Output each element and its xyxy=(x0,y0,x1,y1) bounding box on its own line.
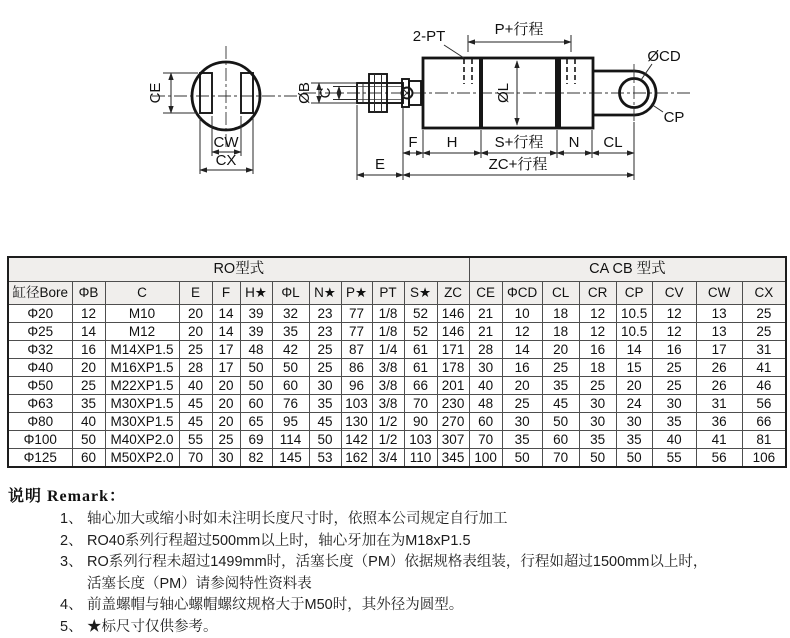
table-cell: 16 xyxy=(652,341,696,359)
table-cell: 77 xyxy=(341,323,372,341)
table-cell: 14 xyxy=(502,341,542,359)
table-cell: 41 xyxy=(696,431,742,449)
table-column-header: CX xyxy=(742,282,786,305)
table-column-header: CW xyxy=(696,282,742,305)
table-column-header: H★ xyxy=(240,282,272,305)
table-cell: M16XP1.5 xyxy=(105,359,179,377)
table-cell: 20 xyxy=(616,377,652,395)
table-cell: 35 xyxy=(72,395,105,413)
table-cell: 39 xyxy=(240,305,272,323)
table-cell: 18 xyxy=(542,323,579,341)
table-cell: 145 xyxy=(272,449,309,468)
table-cell: 3/4 xyxy=(372,449,404,468)
table-row xyxy=(8,431,786,449)
table-cell: 25 xyxy=(742,305,786,323)
table-cell: 35 xyxy=(616,431,652,449)
table-cell: 46 xyxy=(742,377,786,395)
table-column-header: ΦB xyxy=(72,282,105,305)
table-cell: 42 xyxy=(272,341,309,359)
table-row xyxy=(8,377,786,395)
table-cell: 56 xyxy=(696,449,742,468)
table-cell: 45 xyxy=(542,395,579,413)
table-cell: 50 xyxy=(272,359,309,377)
table-cell: 30 xyxy=(309,377,341,395)
table-cell: 86 xyxy=(341,359,372,377)
table-cell: 12 xyxy=(579,305,616,323)
remark-note xyxy=(60,552,784,574)
remark-heading: 说明 Remark： xyxy=(8,483,784,506)
table-cell: 14 xyxy=(72,323,105,341)
note-number xyxy=(60,574,87,596)
table-cell: Φ25 xyxy=(8,323,72,341)
table-cell: 13 xyxy=(696,305,742,323)
table-cell: 30 xyxy=(652,395,696,413)
table-cell: 17 xyxy=(212,341,240,359)
table-cell: 171 xyxy=(437,341,469,359)
dim-label-s-stroke: S+行程 xyxy=(495,134,544,151)
table-cell: 1/8 xyxy=(372,305,404,323)
table-group-header-row xyxy=(8,257,786,282)
table-cell: 23 xyxy=(309,305,341,323)
note-text: RO40系列行程超过500mm以上时，轴心牙加在为M18xP1.5 xyxy=(87,531,784,553)
note-number: 1、 xyxy=(60,509,87,531)
dim-label-cl: CL xyxy=(603,134,622,151)
remark-note-continuation xyxy=(60,574,784,596)
table-cell: 35 xyxy=(272,323,309,341)
table-cell: M22XP1.5 xyxy=(105,377,179,395)
table-cell: 1/8 xyxy=(372,323,404,341)
table-cell: 25 xyxy=(72,377,105,395)
table-cell: 50 xyxy=(240,359,272,377)
table-cell: 20 xyxy=(212,413,240,431)
table-row xyxy=(8,395,786,413)
table-cell: 35 xyxy=(579,431,616,449)
note-text: 轴心加大或缩小时如未注明长度尺寸时，依照本公司规定自行加工 xyxy=(87,509,784,531)
note-text: 活塞长度（PM）请参阅特性资料表 xyxy=(87,574,784,596)
table-cell: 307 xyxy=(437,431,469,449)
table-cell: 48 xyxy=(240,341,272,359)
side-view xyxy=(296,21,690,180)
table-cell: 20 xyxy=(542,341,579,359)
table-cell: 40 xyxy=(179,377,212,395)
dim-label-n: N xyxy=(569,134,580,151)
table-column-header: CL xyxy=(542,282,579,305)
table-cell: Φ32 xyxy=(8,341,72,359)
table-cell: 10.5 xyxy=(616,323,652,341)
note-number: 4、 xyxy=(60,595,87,617)
table-cell: 30 xyxy=(616,413,652,431)
table-cell: 10.5 xyxy=(616,305,652,323)
table-cell: 65 xyxy=(240,413,272,431)
table-cell: 56 xyxy=(742,395,786,413)
table-cell: 21 xyxy=(469,323,502,341)
table-cell: 15 xyxy=(616,359,652,377)
table-column-header: S★ xyxy=(404,282,437,305)
table-cell: 25 xyxy=(579,377,616,395)
table-cell: 40 xyxy=(72,413,105,431)
table-group-header: CA CB 型式 xyxy=(469,257,786,282)
table-cell: 70 xyxy=(404,395,437,413)
table-row xyxy=(8,323,786,341)
table-group-header: RO型式 xyxy=(8,257,469,282)
table-cell: 53 xyxy=(309,449,341,468)
dim-label-zc-stroke: ZC+行程 xyxy=(489,156,548,173)
table-cell: 178 xyxy=(437,359,469,377)
table-cell: 25 xyxy=(179,341,212,359)
table-cell: 103 xyxy=(341,395,372,413)
table-cell: 28 xyxy=(469,341,502,359)
table-cell: 30 xyxy=(212,449,240,468)
table-cell: 50 xyxy=(309,431,341,449)
table-cell: 39 xyxy=(240,323,272,341)
table-cell: 1/4 xyxy=(372,341,404,359)
table-column-header: PT xyxy=(372,282,404,305)
table-column-header: C xyxy=(105,282,179,305)
table-cell: 52 xyxy=(404,305,437,323)
table-row xyxy=(8,413,786,431)
table-row xyxy=(8,449,786,468)
note-text: 前盖螺帽与轴心螺帽螺纹规格大于M50时，其外径为圆型。 xyxy=(87,595,784,617)
table-cell: M30XP1.5 xyxy=(105,413,179,431)
note-number: 2、 xyxy=(60,531,87,553)
table-cell: 35 xyxy=(502,431,542,449)
dim-label-cx: CX xyxy=(216,152,237,169)
table-cell: 45 xyxy=(179,413,212,431)
table-cell: 55 xyxy=(179,431,212,449)
table-cell: 40 xyxy=(469,377,502,395)
table-cell: 103 xyxy=(404,431,437,449)
table-column-header: ΦCD xyxy=(502,282,542,305)
table-cell: 28 xyxy=(179,359,212,377)
table-cell: 14 xyxy=(212,305,240,323)
table-cell: 100 xyxy=(469,449,502,468)
remark-notes xyxy=(60,509,784,638)
table-cell: 345 xyxy=(437,449,469,468)
table-cell: M40XP2.0 xyxy=(105,431,179,449)
table-cell: 146 xyxy=(437,305,469,323)
table-cell: 10 xyxy=(502,305,542,323)
table-cell: 3/8 xyxy=(372,359,404,377)
table-cell: 23 xyxy=(309,323,341,341)
table-cell: 60 xyxy=(542,431,579,449)
table-cell: 110 xyxy=(404,449,437,468)
table-cell: 66 xyxy=(742,413,786,431)
table-cell: M14XP1.5 xyxy=(105,341,179,359)
table-column-header: ΦL xyxy=(272,282,309,305)
table-cell: M12 xyxy=(105,323,179,341)
table-cell: 30 xyxy=(469,359,502,377)
table-cell: Φ80 xyxy=(8,413,72,431)
table-cell: 17 xyxy=(212,359,240,377)
table-cell: 61 xyxy=(404,341,437,359)
dim-label-phi-cd: ØCD xyxy=(647,48,681,65)
table-cell: 162 xyxy=(341,449,372,468)
table-cell: 55 xyxy=(652,449,696,468)
table-cell: 230 xyxy=(437,395,469,413)
table-cell: 25 xyxy=(309,359,341,377)
table-cell: 25 xyxy=(652,359,696,377)
table-cell: 77 xyxy=(341,305,372,323)
table-row xyxy=(8,341,786,359)
table-cell: 20 xyxy=(72,359,105,377)
table-cell: 12 xyxy=(502,323,542,341)
table-column-header: F xyxy=(212,282,240,305)
table-cell: 25 xyxy=(309,341,341,359)
dim-label-c: C xyxy=(317,87,334,98)
table-cell: 35 xyxy=(542,377,579,395)
table-column-header: 缸径Bore xyxy=(8,282,72,305)
table-column-header: CR xyxy=(579,282,616,305)
dim-label-phi-l: ØL xyxy=(495,83,512,103)
table-cell: 20 xyxy=(179,305,212,323)
table-cell: 35 xyxy=(309,395,341,413)
table-cell: 60 xyxy=(240,395,272,413)
table-cell: M10 xyxy=(105,305,179,323)
table-cell: 50 xyxy=(542,413,579,431)
table-cell: 14 xyxy=(616,341,652,359)
dim-label-f: F xyxy=(408,134,417,151)
note-number: 5、 xyxy=(60,617,87,638)
table-cell: 25 xyxy=(502,395,542,413)
table-cell: 24 xyxy=(616,395,652,413)
dim-label-cw: CW xyxy=(214,134,240,151)
table-column-header: P★ xyxy=(341,282,372,305)
table-cell: 270 xyxy=(437,413,469,431)
table-cell: 50 xyxy=(72,431,105,449)
table-cell: Φ63 xyxy=(8,395,72,413)
table-cell: 20 xyxy=(212,395,240,413)
dim-label-phi-b: ØB xyxy=(296,82,313,104)
table-cell: 18 xyxy=(542,305,579,323)
table-cell: 45 xyxy=(309,413,341,431)
table-cell: 50 xyxy=(502,449,542,468)
table-cell: 130 xyxy=(341,413,372,431)
table-cell: Φ20 xyxy=(8,305,72,323)
table-cell: 21 xyxy=(469,305,502,323)
table-cell: 20 xyxy=(502,377,542,395)
remark-note xyxy=(60,595,784,617)
table-cell: 31 xyxy=(696,395,742,413)
table-cell: 18 xyxy=(579,359,616,377)
table-cell: 87 xyxy=(341,341,372,359)
table-cell: 82 xyxy=(240,449,272,468)
table-cell: 26 xyxy=(696,359,742,377)
table-cell: 30 xyxy=(579,413,616,431)
table-cell: 50 xyxy=(240,377,272,395)
table-cell: 201 xyxy=(437,377,469,395)
table-cell: 60 xyxy=(272,377,309,395)
table-cell: 12 xyxy=(652,305,696,323)
table-cell: 32 xyxy=(272,305,309,323)
dim-label-ce: CE xyxy=(147,83,164,104)
table-column-header: CV xyxy=(652,282,696,305)
dim-label-2pt: 2-PT xyxy=(413,28,446,45)
table-cell: 114 xyxy=(272,431,309,449)
table-column-header: ZC xyxy=(437,282,469,305)
table-cell: 60 xyxy=(72,449,105,468)
note-number: 3、 xyxy=(60,552,87,574)
table-cell: 60 xyxy=(469,413,502,431)
table-cell: 17 xyxy=(696,341,742,359)
table-cell: 106 xyxy=(742,449,786,468)
table-cell: 1/2 xyxy=(372,413,404,431)
table-cell: 25 xyxy=(212,431,240,449)
table-cell: 12 xyxy=(652,323,696,341)
rear-eye xyxy=(593,71,656,115)
table-cell: 45 xyxy=(179,395,212,413)
table-column-header: E xyxy=(179,282,212,305)
table-cell: Φ100 xyxy=(8,431,72,449)
table-cell: 69 xyxy=(240,431,272,449)
table-column-header-row xyxy=(8,282,786,305)
table-cell: 52 xyxy=(404,323,437,341)
remark-note xyxy=(60,509,784,531)
table-cell: 36 xyxy=(696,413,742,431)
table-cell: 3/8 xyxy=(372,377,404,395)
table-cell: 90 xyxy=(404,413,437,431)
dim-label-cp: CP xyxy=(664,109,685,126)
table-cell: 31 xyxy=(742,341,786,359)
table-cell: 25 xyxy=(542,359,579,377)
table-cell: 41 xyxy=(742,359,786,377)
table-cell: 76 xyxy=(272,395,309,413)
table-column-header: CP xyxy=(616,282,652,305)
table-cell: 12 xyxy=(579,323,616,341)
dim-label-h: H xyxy=(447,134,458,151)
table-cell: 1/2 xyxy=(372,431,404,449)
table-cell: M50XP2.0 xyxy=(105,449,179,468)
table-cell: 70 xyxy=(179,449,212,468)
table-cell: Φ40 xyxy=(8,359,72,377)
table-cell: 146 xyxy=(437,323,469,341)
table-cell: 81 xyxy=(742,431,786,449)
remark-note xyxy=(60,531,784,553)
table-cell: 30 xyxy=(579,395,616,413)
table-cell: 16 xyxy=(72,341,105,359)
table-cell: 13 xyxy=(696,323,742,341)
table-cell: 66 xyxy=(404,377,437,395)
dim-label-e: E xyxy=(375,156,385,173)
table-cell: 40 xyxy=(652,431,696,449)
table-column-header: CE xyxy=(469,282,502,305)
remark-section xyxy=(8,483,784,638)
table-row xyxy=(8,305,786,323)
table-cell: 14 xyxy=(212,323,240,341)
table-cell: 25 xyxy=(742,323,786,341)
table-cell: 70 xyxy=(542,449,579,468)
table-cell: M30XP1.5 xyxy=(105,395,179,413)
table-cell: 70 xyxy=(469,431,502,449)
table-cell: 3/8 xyxy=(372,395,404,413)
table-cell: 12 xyxy=(72,305,105,323)
spec-table xyxy=(7,256,787,468)
note-text: ★标尺寸仅供参考。 xyxy=(87,617,784,638)
table-cell: 50 xyxy=(616,449,652,468)
table-cell: 48 xyxy=(469,395,502,413)
table-cell: 142 xyxy=(341,431,372,449)
table-cell: Φ50 xyxy=(8,377,72,395)
table-cell: 35 xyxy=(652,413,696,431)
table-cell: 95 xyxy=(272,413,309,431)
table-row xyxy=(8,359,786,377)
table-cell: 16 xyxy=(502,359,542,377)
table-column-header: N★ xyxy=(309,282,341,305)
table-cell: 25 xyxy=(652,377,696,395)
end-view xyxy=(147,46,300,174)
remark-note xyxy=(60,617,784,638)
table-cell: 26 xyxy=(696,377,742,395)
table-cell: Φ125 xyxy=(8,449,72,468)
table-cell: 50 xyxy=(579,449,616,468)
table-cell: 30 xyxy=(502,413,542,431)
table-cell: 16 xyxy=(579,341,616,359)
dim-label-p-stroke: P+行程 xyxy=(495,21,544,38)
table-cell: 20 xyxy=(212,377,240,395)
table-cell: 20 xyxy=(179,323,212,341)
table-cell: 96 xyxy=(341,377,372,395)
table-cell: 61 xyxy=(404,359,437,377)
note-text: RO系列行程未超过1499mm时，活塞长度（PM）依据规格表组装，行程如超过1500mm以上时， xyxy=(87,552,784,574)
cylinder-dimension-drawing xyxy=(0,0,790,252)
